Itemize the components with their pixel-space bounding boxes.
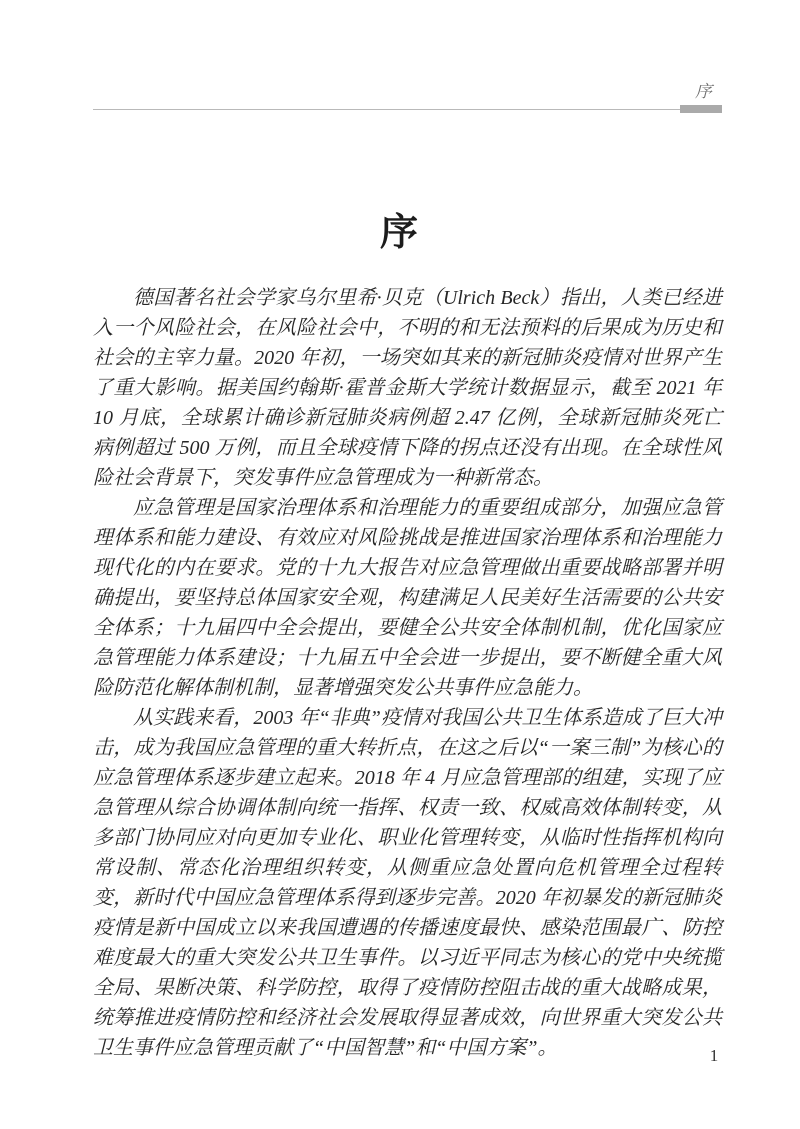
running-header-accent-bar [680, 105, 722, 113]
page-number: 1 [709, 1046, 719, 1065]
running-header-rule [93, 109, 722, 110]
preface-paragraph-1: 德国著名社会学家乌尔里希·贝克（Ulrich Beck）指出，人类已经进入一个风险社会，在风险社会中，不明的和无法预料的后果成为历史和社会的主宰力量。2020 年初，一场突如其来的新冠肺炎疫情对世界产生了重大影响。据美国约翰斯·霍普金斯大学统计数据显示，截至 2021 年 10 月底，全球累计确诊新冠肺炎病例超 2.47 亿例，全球新冠肺炎死亡病例超过 500 万例，而且全球疫情下降的拐点还没有出现。在全球性风险社会背景下，突发事件应急管理成为一种新常态。 [93, 287, 722, 489]
running-header-title: 序 [695, 82, 712, 101]
preface-paragraph-3: 从实践来看，2003 年“非典”疫情对我国公共卫生体系造成了巨大冲击，成为我国应急管理的重大转折点，在这之后以“一案三制”为核心的应急管理体系逐步建立起来。2018 年 4 月应急管理部的组建，实现了应急管理从综合协调体制向统一指挥、权责一致、权威高效体制转变，从多部门协同应对向更加专业化、职业化管理转变，从临时性指挥机构向常设制、常态化治理组织转变，从侧重应急处置向危机管理全过程转变，新时代中国应急管理体系得到逐步完善。2020 年初暴发的新冠肺炎疫情是新中国成立以来我国遭遇的传播速度最快、感染范围最广、防控难度最大的重大突发公共卫生事件。以习近平同志为核心的党中央统揽全局、果断决策、科学防控，取得了疫情防控阻击战的重大战略成果，统筹推进疫情防控和经济社会发展取得显著成效，向世界重大突发公共卫生事件应急管理贡献了“中国智慧”和“中国方案”。 [93, 707, 722, 1059]
preface-paragraph-2: 应急管理是国家治理体系和治理能力的重要组成部分，加强应急管理体系和能力建设、有效应对风险挑战是推进国家治理体系和治理能力现代化的内在要求。党的十九大报告对应急管理做出重要战略部署并明确提出，要坚持总体国家安全观，构建满足人民美好生活需要的公共安全体系；十九届四中全会提出，要健全公共安全体制机制，优化国家应急管理能力体系建设；十九届五中全会进一步提出，要不断健全重大风险防范化解体制机制，显著增强突发公共事件应急能力。 [93, 497, 722, 699]
page-title: 序 [379, 212, 420, 254]
preface-body [93, 283, 722, 1063]
